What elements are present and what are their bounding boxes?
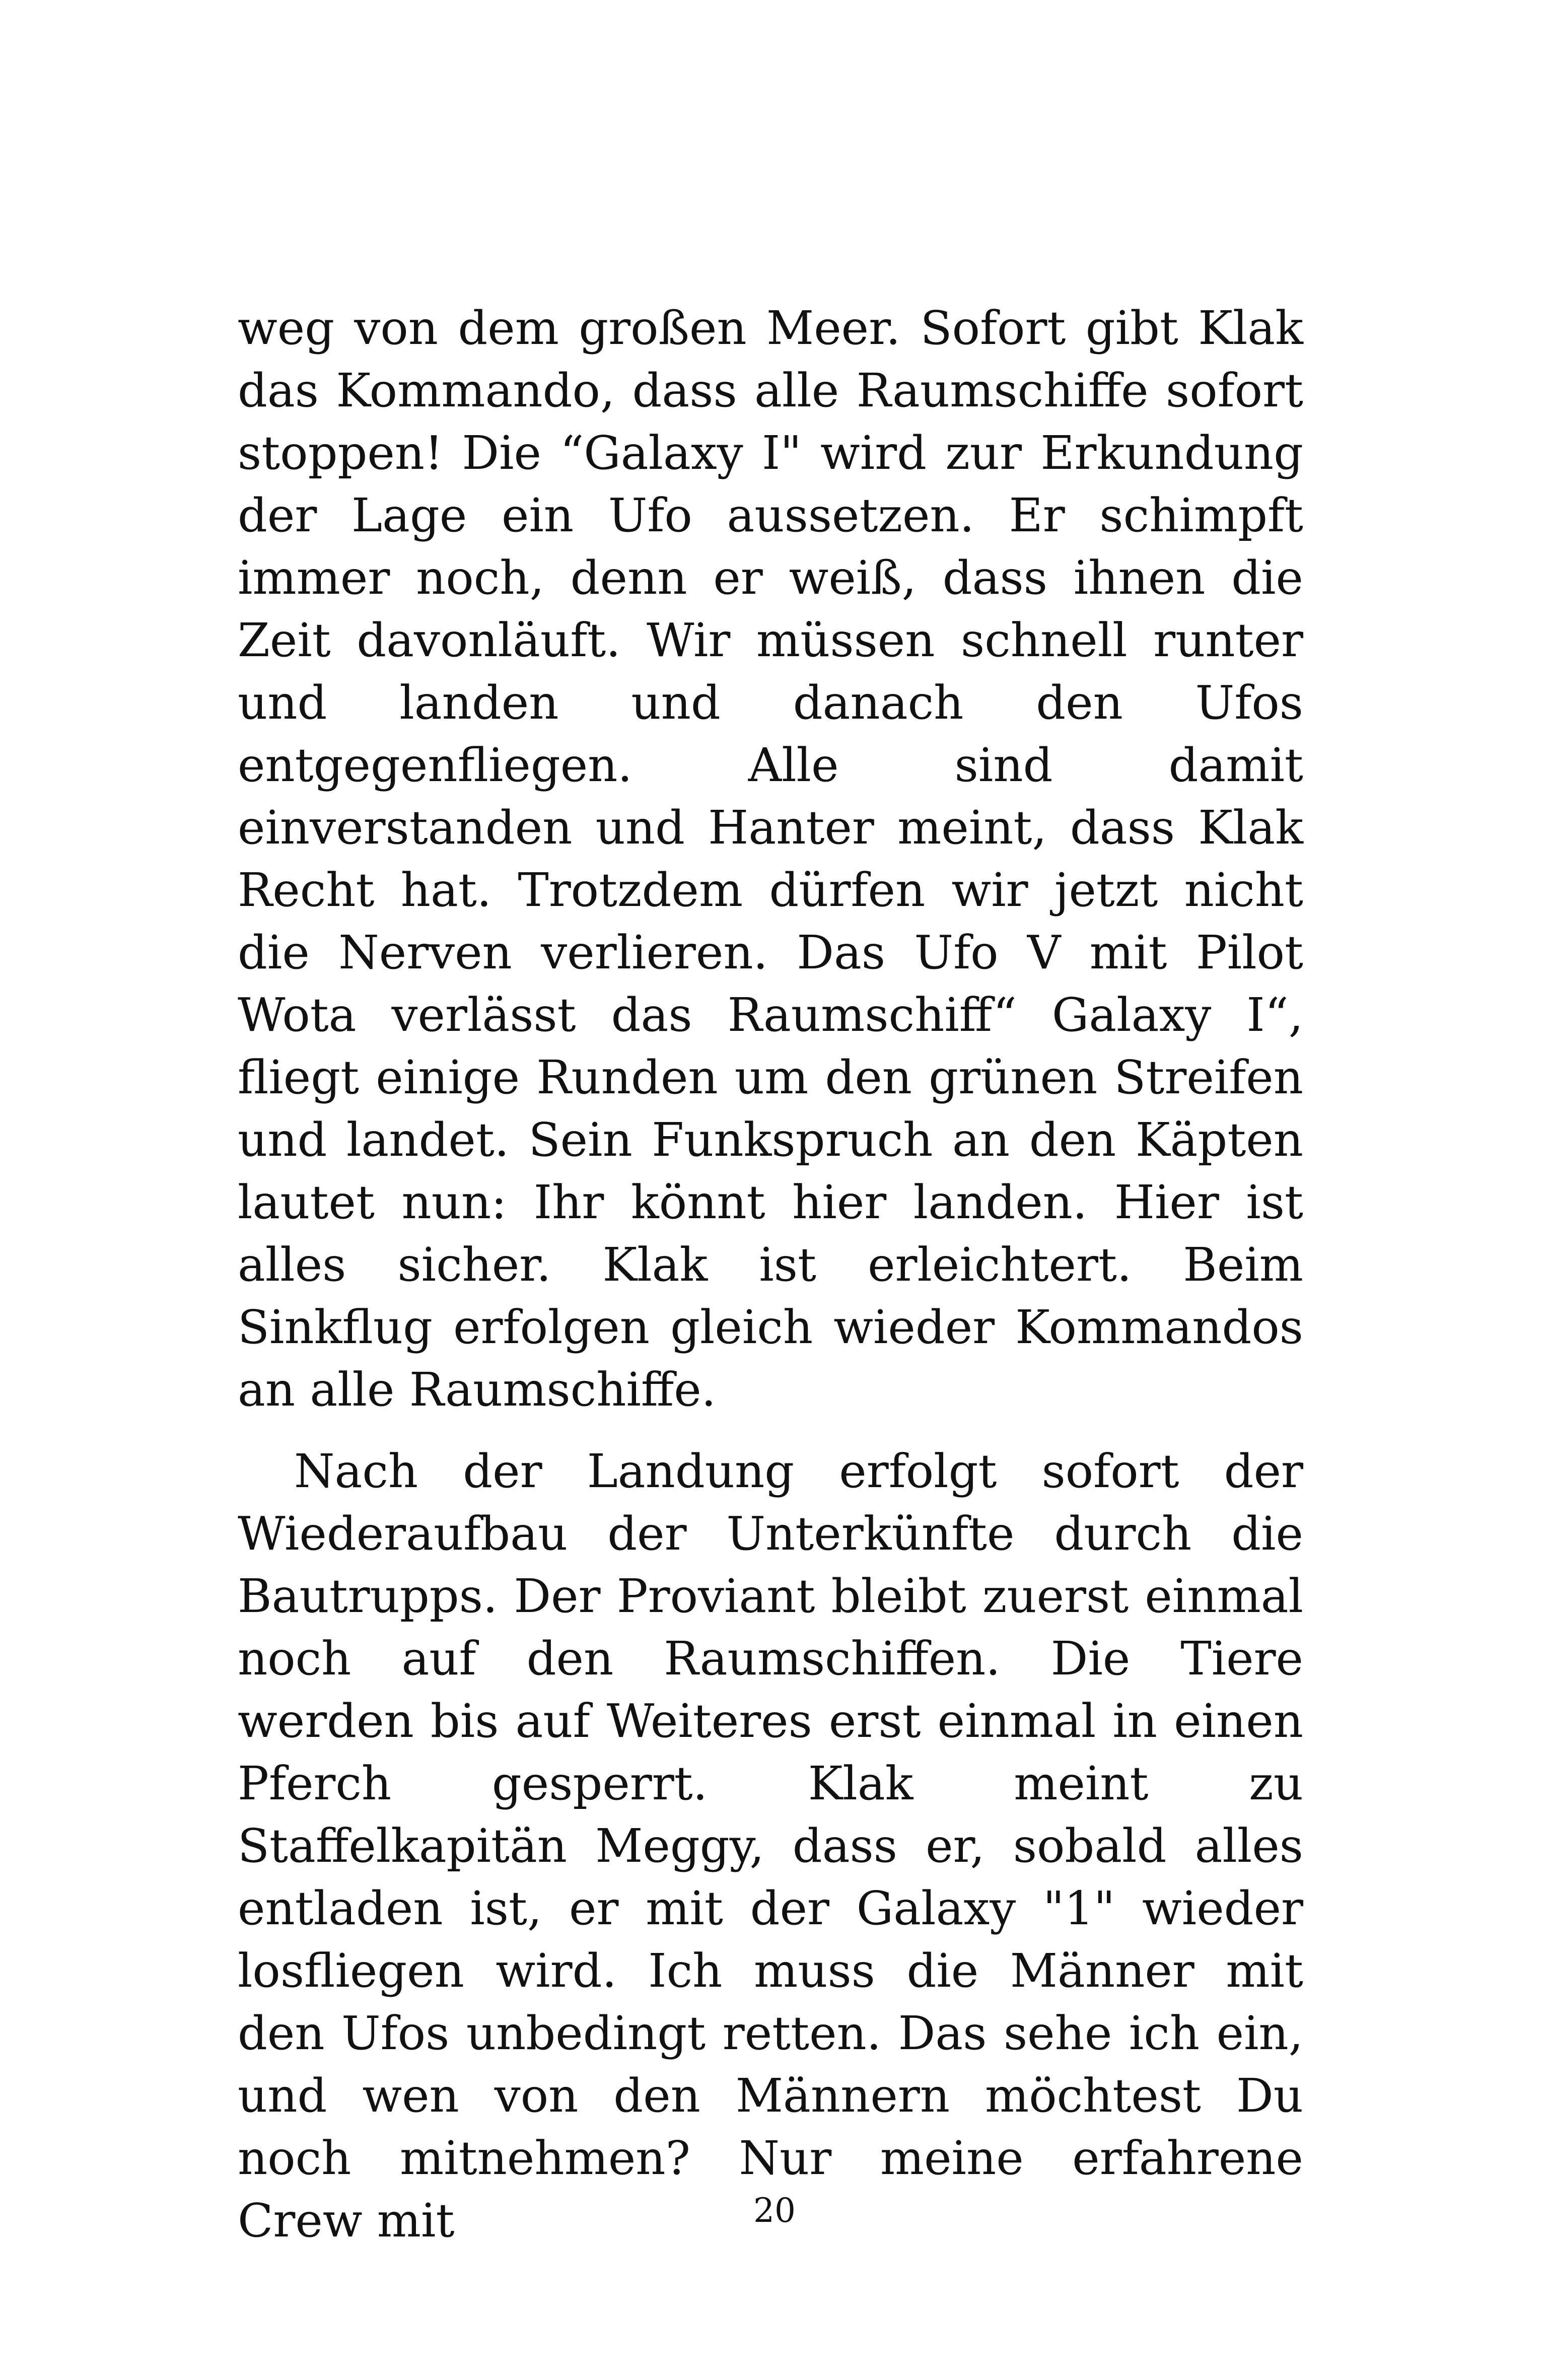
page-number: 20 bbox=[753, 2191, 796, 2230]
body-text bbox=[238, 297, 1303, 2252]
paragraph-1: weg von dem großen Meer. Sofort gibt Klak das Kommando, dass alle Raumschiffe sofort stoppen! Die “Galaxy I" wird zur Erkundung der Lage ein Ufo aussetzen. Er schimpft immer noch, denn er weiß, dass ihnen die Zeit davonläuft. Wir müssen schnell runter und landen und danach den Ufos entgegenfliegen. Alle sind damit einverstanden und Hanter meint, dass Klak Recht hat. Trotzdem dürfen wir jetzt nicht die Nerven verlieren. Das Ufo V mit Pilot Wota verlässt das Raumschiff“ Galaxy I“, fliegt einige Runden um den grünen Streifen und landet. Sein Funkspruch an den Käpten lautet nun: Ihr könnt hier landen. Hier ist alles sicher. Klak ist erleichtert. Beim Sinkflug erfolgen gleich wieder Kommandos an alle Raumschiffe. bbox=[238, 301, 1303, 1417]
paragraph-2: Nach der Landung erfolgt sofort der Wiederaufbau der Unterkünfte durch die Bautrupps. Der Proviant bleibt zuerst einmal noch auf den Raumschiffen. Die Tiere werden bis auf Weiteres erst einmal in einen Pferch gesperrt. Klak meint zu Staffelkapitän Meggy, dass er, sobald alles entladen ist, er mit der Galaxy "1" wieder losfliegen wird. Ich muss die Männer mit den Ufos unbedingt retten. Das sehe ich ein, und wen von den Männern möchtest Du noch mitnehmen? Nur meine erfahrene Crew mit bbox=[238, 1444, 1303, 2248]
